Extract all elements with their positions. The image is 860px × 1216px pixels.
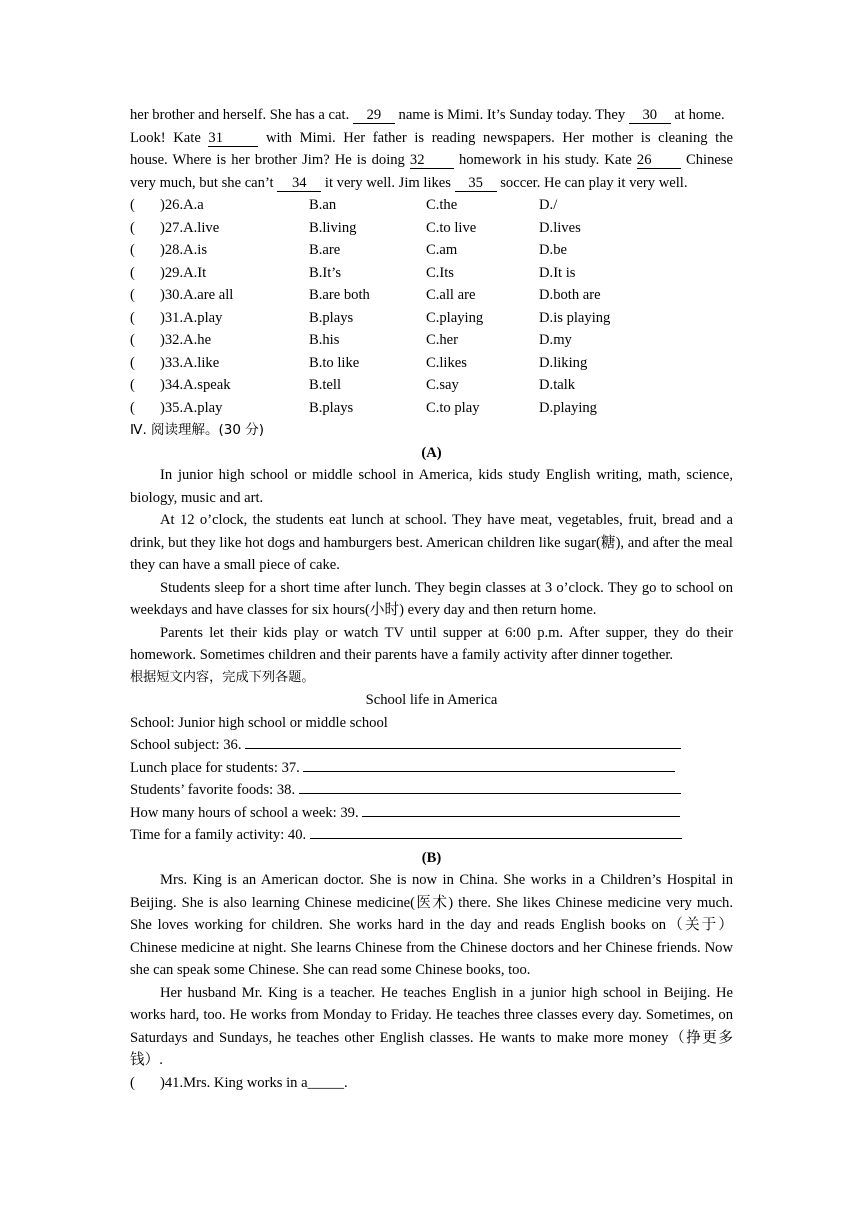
paren: ( [130,264,135,281]
option-a: )34.A.speak [160,377,231,393]
option-b: B.living [309,219,357,236]
row-label: School subject: 36. [130,737,246,753]
cloze-text: with Mimi. Her father is reading newspapers. Her mother is cleaning the [258,129,733,146]
question-31 [130,307,733,330]
passage-a-heading: (A) [421,444,442,461]
blank-35: 35 [455,175,497,192]
table-row [130,712,733,735]
option-c: C.likes [426,354,467,371]
fill-table [130,712,733,847]
cloze-line-1 [130,104,733,127]
blank-34: 34 [277,175,321,192]
question-33 [130,352,733,375]
cloze-line-4 [130,172,733,195]
cloze-text: homework in his study. Kate [453,152,637,168]
question-list [130,194,733,419]
option-d: D.my [539,332,572,348]
question-text: )41.Mrs. King works in a [160,1074,308,1091]
passage-a-paragraph-4: Parents let their kids play or watch TV until supper at 6:00 p.m. After supper, they do their homework. Sometimes children and their parents have a family activity after dinner together. [130,624,733,663]
table-row [130,824,733,847]
passage-b-heading: (B) [421,849,442,866]
cloze-text: it very well. Jim likes [321,174,455,191]
option-a: )29.A.It [160,264,207,281]
question-29 [130,262,733,285]
answer-line-38[interactable] [299,779,681,794]
option-d: D.both are [539,287,601,303]
option-d: D.playing [539,399,597,416]
option-b: B.to like [309,354,360,371]
paren: ( [130,354,135,371]
cloze-text: house. Where is her brother Jim? He is doing [130,152,410,168]
option-c: C.to play [426,399,480,416]
option-c: C.Its [426,264,454,281]
option-d: D.talk [539,377,576,393]
option-c: C.the [426,197,458,213]
question-41 [130,1072,733,1095]
cloze-text: name is Mimi. It’s Sunday today. They [394,107,629,123]
cloze-text: very much, but she can’t [130,174,278,191]
paren: ( [130,287,135,303]
option-b: B.an [309,197,337,213]
option-a: )31.A.play [160,309,223,326]
option-d: D.It is [539,264,576,281]
option-c: C.am [426,242,458,258]
question-30 [130,284,733,307]
blank-29: 29 [353,107,395,124]
question-28 [130,239,733,262]
option-a: )30.A.are all [160,287,234,303]
question-27 [130,217,733,240]
option-b: B.are both [309,287,370,303]
option-d: D./ [539,197,558,213]
option-c: C.all are [426,287,476,303]
passage-a-paragraph-1: In junior high school or middle school in America, kids study English writing, math, science, biology, music and art. [130,467,733,506]
cloze-line-3 [130,149,733,172]
passage-b-paragraph-2: Her husband Mr. King is a teacher. He teaches English in a junior high school in Beijing. He works hard, too. He works from Monday to Friday. He teaches three classes every day. Sometimes, on Saturdays and Sundays, he teaches other English classes. He wants to make more money（挣更多钱）. [130,984,733,1068]
answer-line-39[interactable] [362,802,680,817]
question-blank[interactable]: _____ [307,1074,345,1091]
cloze-line-2 [130,127,733,150]
row-label: Lunch place for students: 37. [130,759,304,776]
cloze-text: Chinese [680,152,733,168]
option-c: C.her [426,332,459,348]
question-34 [130,374,733,397]
cloze-text: her brother and herself. She has a cat. [130,107,353,123]
cloze-text: soccer. He can play it very well. [496,174,688,191]
paren: ( [130,197,135,213]
paren: ( [130,332,135,348]
option-d: D.be [539,242,567,258]
question-32 [130,329,733,352]
paren: ( [130,242,135,258]
paren: ( [130,1074,135,1091]
table-row [130,779,733,802]
option-d: D.liking [539,354,588,371]
option-b: B.It’s [309,264,342,281]
option-d: D.lives [539,219,581,236]
blank-32: 32 [410,152,454,169]
option-b: B.are [309,242,341,258]
table-row [130,734,733,757]
paren: ( [130,399,135,416]
cloze-text: at home. [670,107,725,123]
worksheet-page [130,104,733,1094]
option-a: )35.A.play [160,399,223,416]
option-a: )26.A.a [160,197,204,213]
paren: ( [130,309,135,326]
passage-b-paragraph-1: Mrs. King is an American doctor. She is now in China. She works in a Children’s Hospital in Beijing. She is also learning Chinese medicine(医术) there. She likes Chinese medicine very much. She loves working for children. She works hard in the day and reads English books on（关于） Chinese medicine at night. She learns Chinese from the Chinese doctors and her Chinese friends. Now she can speak some Chinese. She can read some Chinese books, too. [130,872,733,978]
option-a: )27.A.live [160,219,220,236]
option-b: B.tell [309,377,342,393]
paren: ( [130,219,135,236]
table-row [130,757,733,780]
answer-line-40[interactable] [310,824,682,839]
answer-line-36[interactable] [245,734,681,749]
option-a: )33.A.like [160,354,220,371]
row-label: Time for a family activity: 40. [130,827,310,843]
passage-a-paragraph-3: Students sleep for a short time after lunch. They begin classes at 3 o’clock. They go to school on weekdays and have classes for six hours(小时) every day and then return home. [130,579,733,618]
blank-26: 26 [637,152,681,169]
option-b: B.plays [309,309,354,326]
option-c: C.to live [426,219,477,236]
row-label: Students’ favorite foods: 38. [130,782,299,798]
option-c: C.playing [426,309,484,326]
question-26 [130,194,733,217]
table-row [130,802,733,825]
option-b: B.his [309,332,340,348]
option-a: )32.A.he [160,332,212,348]
instruction: 根据短文内容，完成下列各题。 [130,669,315,685]
table-title: School life in America [365,692,498,708]
option-a: )28.A.is [160,242,208,258]
row-label: School: Junior high school or middle school [130,714,388,731]
blank-30: 30 [629,107,671,124]
cloze-text: Look! Kate [130,129,209,146]
option-c: C.say [426,377,459,393]
row-label: How many hours of school a week: 39. [130,804,363,821]
option-b: B.plays [309,399,354,416]
answer-line-37[interactable] [303,757,675,772]
passage-a-paragraph-2: At 12 o’clock, the students eat lunch at school. They have meat, vegetables, fruit, bread and a drink, but they like hot dogs and hamburgers best. American children like sugar(糖), and after the meal they can have a small piece of cake. [130,512,733,573]
blank-31: 31 [208,130,258,147]
question-end: . [344,1074,348,1091]
option-d: D.is playing [539,309,611,326]
question-35 [130,397,733,420]
section-title: Ⅳ. 阅读理解。(30 分) [130,422,265,438]
paren: ( [130,377,135,393]
